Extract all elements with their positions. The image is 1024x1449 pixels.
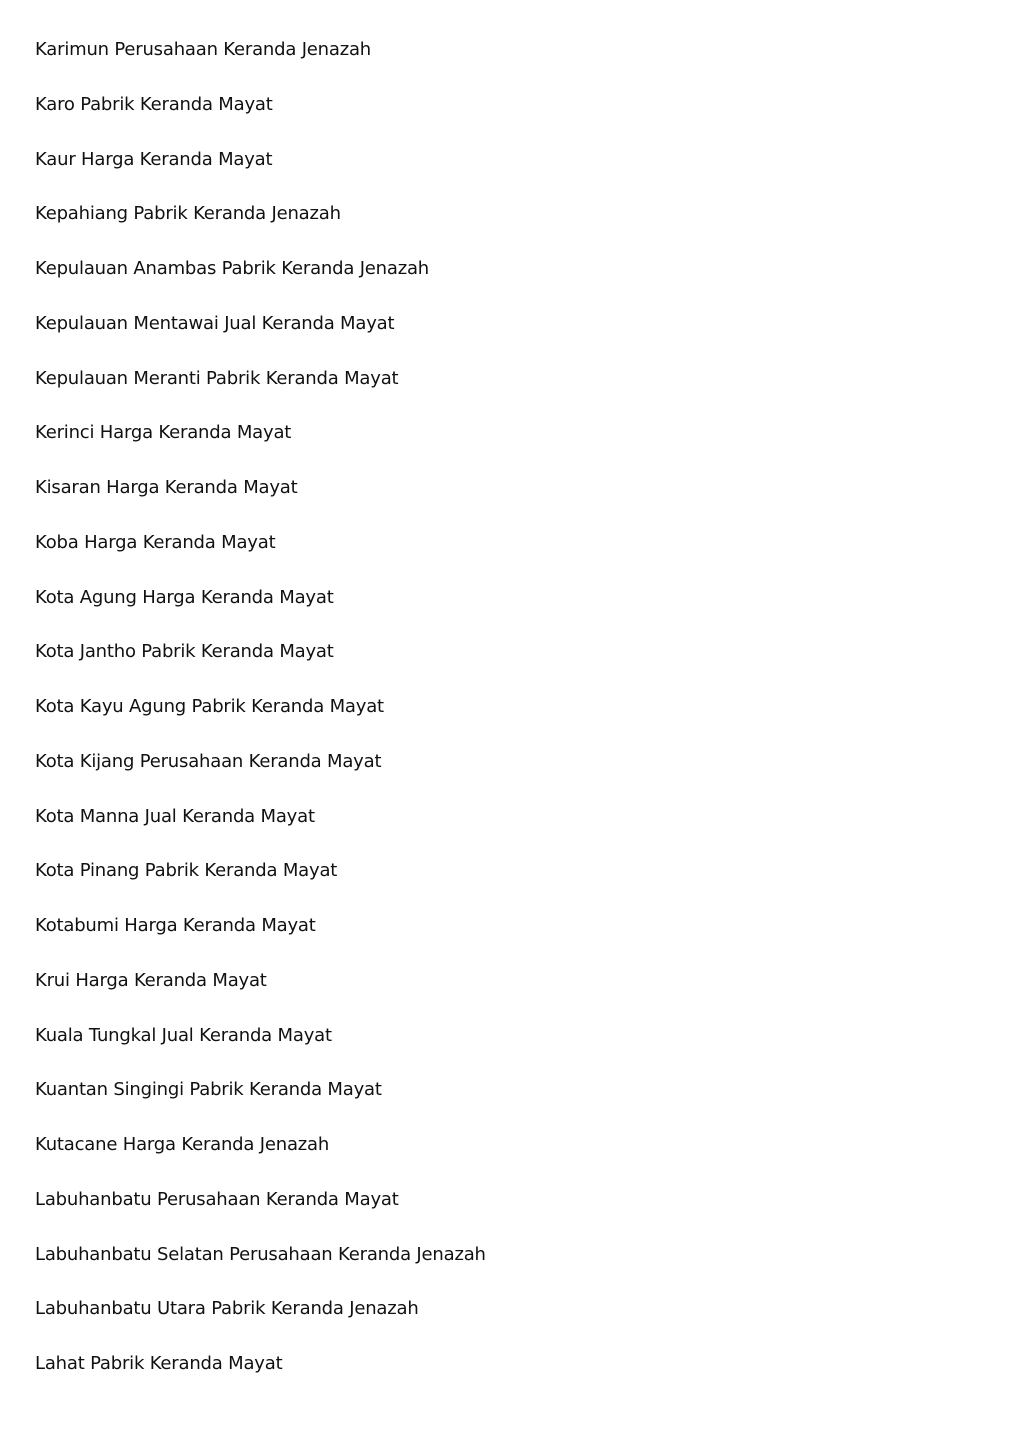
list-item (35, 89, 486, 144)
list-item (35, 1020, 486, 1075)
list-item (35, 1348, 486, 1403)
list-item (35, 198, 486, 253)
list-item-link[interactable]: Kerinci Harga Keranda Mayat (35, 422, 292, 444)
list-item-link[interactable]: Karo Pabrik Keranda Mayat (35, 93, 273, 115)
list-item-link[interactable]: Kutacane Harga Keranda Jenazah (35, 1134, 330, 1155)
list-item-link[interactable]: Kaur Harga Keranda Mayat (35, 148, 273, 170)
list-item-link[interactable]: Kepulauan Mentawai Jual Keranda Mayat (35, 312, 395, 334)
list-item-link[interactable]: Kota Agung Harga Keranda Mayat (35, 586, 334, 608)
list-item (35, 1184, 486, 1239)
list-item-link[interactable]: Labuhanbatu Perusahaan Keranda Mayat (35, 1188, 399, 1210)
list-item (35, 965, 486, 1020)
list-item (35, 308, 486, 363)
list-item (35, 910, 486, 965)
list-item-link[interactable]: Kuala Tungkal Jual Keranda Mayat (35, 1024, 332, 1046)
list-item-link[interactable]: Koba Harga Keranda Mayat (35, 531, 276, 553)
list-item (35, 746, 486, 801)
list-item (35, 582, 486, 637)
list-item (35, 801, 486, 856)
list-item-link[interactable]: Labuhanbatu Selatan Perusahaan Keranda Jenazah (35, 1243, 486, 1265)
list-item (35, 472, 486, 527)
list-item-link[interactable]: Labuhanbatu Utara Pabrik Keranda Jenazah (35, 1298, 419, 1320)
list-item (35, 253, 486, 308)
list-item (35, 855, 486, 910)
list-item (35, 527, 486, 582)
list-item-link[interactable]: Kisaran Harga Keranda Mayat (35, 477, 298, 498)
list-item (35, 1293, 486, 1348)
list-item (35, 691, 486, 746)
list-item-link[interactable]: Kota Jantho Pabrik Keranda Mayat (35, 641, 334, 663)
list-item-link[interactable]: Kepahiang Pabrik Keranda Jenazah (35, 203, 341, 225)
list-item-link[interactable]: Krui Harga Keranda Mayat (35, 969, 267, 991)
list-item (35, 34, 486, 89)
list-item (35, 363, 486, 418)
list-item-link[interactable]: Kota Pinang Pabrik Keranda Mayat (35, 860, 338, 882)
list-item (35, 417, 486, 472)
list-item-link[interactable]: Kotabumi Harga Keranda Mayat (35, 915, 316, 936)
list-item (35, 636, 486, 691)
location-link-list (35, 34, 486, 1403)
list-item-link[interactable]: Lahat Pabrik Keranda Mayat (35, 1353, 283, 1374)
list-item-link[interactable]: Kepulauan Meranti Pabrik Keranda Mayat (35, 367, 399, 389)
list-item (35, 1129, 486, 1184)
list-item-link[interactable]: Kota Manna Jual Keranda Mayat (35, 805, 315, 827)
list-item-link[interactable]: Karimun Perusahaan Keranda Jenazah (35, 39, 371, 60)
list-item-link[interactable]: Kota Kijang Perusahaan Keranda Mayat (35, 750, 382, 772)
list-item (35, 1239, 486, 1294)
list-item-link[interactable]: Kota Kayu Agung Pabrik Keranda Mayat (35, 696, 384, 717)
list-item-link[interactable]: Kuantan Singingi Pabrik Keranda Mayat (35, 1079, 382, 1101)
list-item (35, 1074, 486, 1129)
list-item-link[interactable]: Kepulauan Anambas Pabrik Keranda Jenazah (35, 258, 430, 279)
list-item (35, 144, 486, 199)
